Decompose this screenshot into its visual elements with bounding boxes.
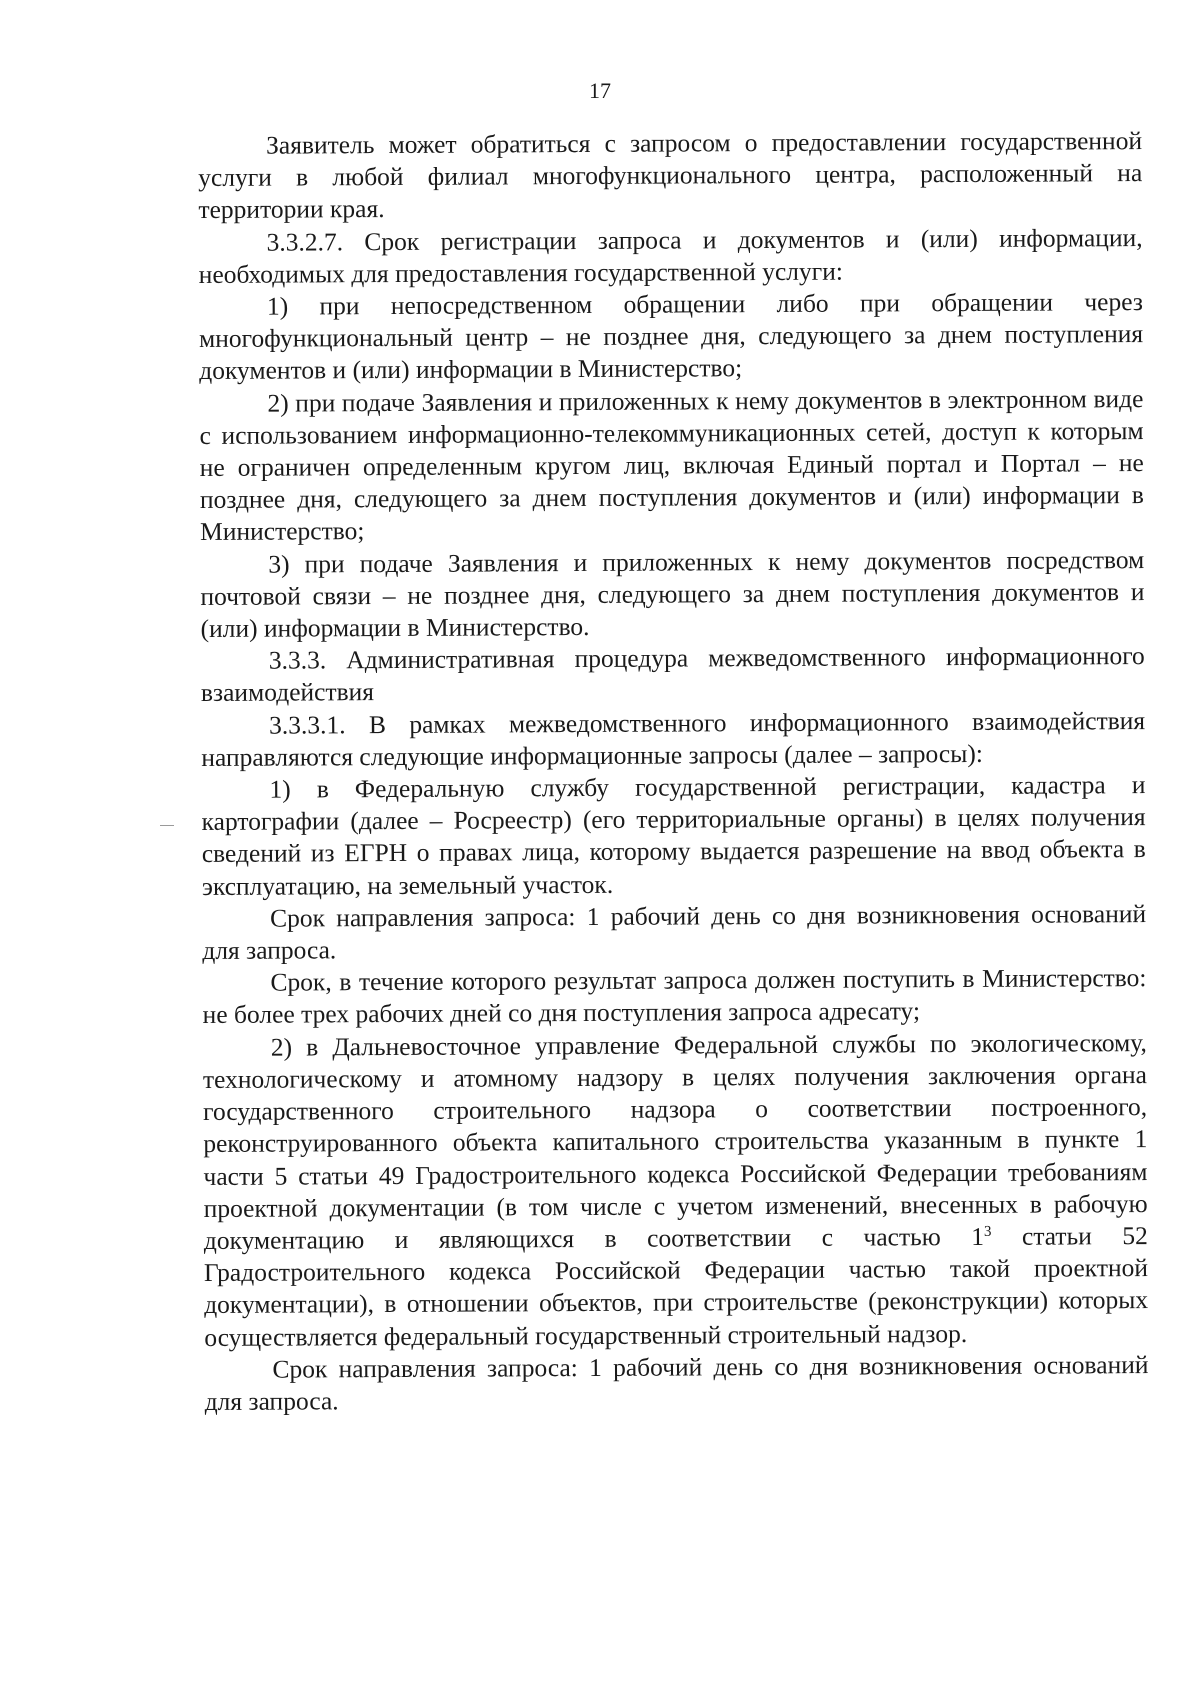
paragraph-response-deadline: Срок, в течение которого результат запроса должен поступить в Министерство: не более трех рабочих дней со дня поступления запроса адресату; (202, 963, 1147, 1030)
superscript-number: 3 (983, 1223, 992, 1240)
document-body (198, 125, 1149, 1418)
paragraph-3-3-2-7: 3.3.2.7. Срок регистрации запроса и документов и (или) информации, необходимых для предоставления государственной услуги: (198, 222, 1143, 289)
paragraph-request-rostekhnadzor-text-a: 2) в Дальневосточное управление Федеральной службы по экологическому, технологическому и атомному надзору в целях получения заключения органа государственного строительного надзора о соответствии построенного, реконструированного объекта капитального строительства указанным в пункте 1 части 5 статьи 49 Градостроительного кодекса Российской Федерации требованиям проектной документации (в том числе с учетом изменений, внесенных в рабочую документацию и являющихся в соответствии с частью 1 (202, 1027, 1148, 1255)
paragraph-request-deadline-2: Срок направления запроса: 1 рабочий день со дня возникновения оснований для запроса. (204, 1349, 1149, 1416)
page-number: 17 (589, 78, 611, 103)
paragraph-request-rostekhnadzor (203, 1027, 1149, 1354)
paragraph-request-rosreestr: 1) в Федеральную службу государственной регистрации, кадастра и картографии (далее – Росреестр) (его территориальные органы) в целях получения сведений из ЕГРН о правах лица, которому выдается разрешение на ввод объекта в эксплуатацию, на земельный участок. (201, 770, 1146, 901)
paragraph-item-3-postal: 3) при подаче Заявления и приложенных к нему документов посредством почтовой связи – не позднее дня, следующего за днем поступления документов и (или) информации в Министерство. (200, 544, 1145, 644)
paragraph-3-3-3-heading: 3.3.3. Административная процедура межведомственного информационного взаимодействия (200, 641, 1145, 708)
paragraph-request-deadline-1: Срок направления запроса: 1 рабочий день со дня возникновения оснований для запроса. (202, 898, 1147, 966)
paragraph-request-rostekhnadzor-text-b: статьи 52 Градостроительного кодекса Российской Федерации частью такой проектной документации), в отношении объектов, при строительстве (реконструкции) которых осуществляется федеральный государственный строительный надзор. (203, 1220, 1149, 1352)
paragraph-item-1-direct: 1) при непосредственном обращении либо при обращении через многофункциональный центр – не позднее дня, следующего за днем поступления документов и (или) информации в Министерство; (199, 287, 1144, 386)
paragraph-3-3-3-1: 3.3.3.1. В рамках межведомственного информационного взаимодействия направляются следующие информационные запросы (далее – запросы): (201, 705, 1146, 772)
scan-margin-mark (160, 825, 174, 826)
paragraph-applicant-mfc: Заявитель может обратиться с запросом о предоставлении государственной услуги в любой филиал многофункционального центра, расположенный на территории края. (198, 126, 1143, 225)
paragraph-item-2-electronic: 2) при подаче Заявления и приложенных к нему документов в электронном виде с использованием информационно-телекоммуникационных сетей, доступ к которым не ограничен определенным кругом лиц, включая Единый портал и Портал – не позднее дня, следующего за днем поступления документов и (или) информации в Министерство; (199, 383, 1144, 547)
